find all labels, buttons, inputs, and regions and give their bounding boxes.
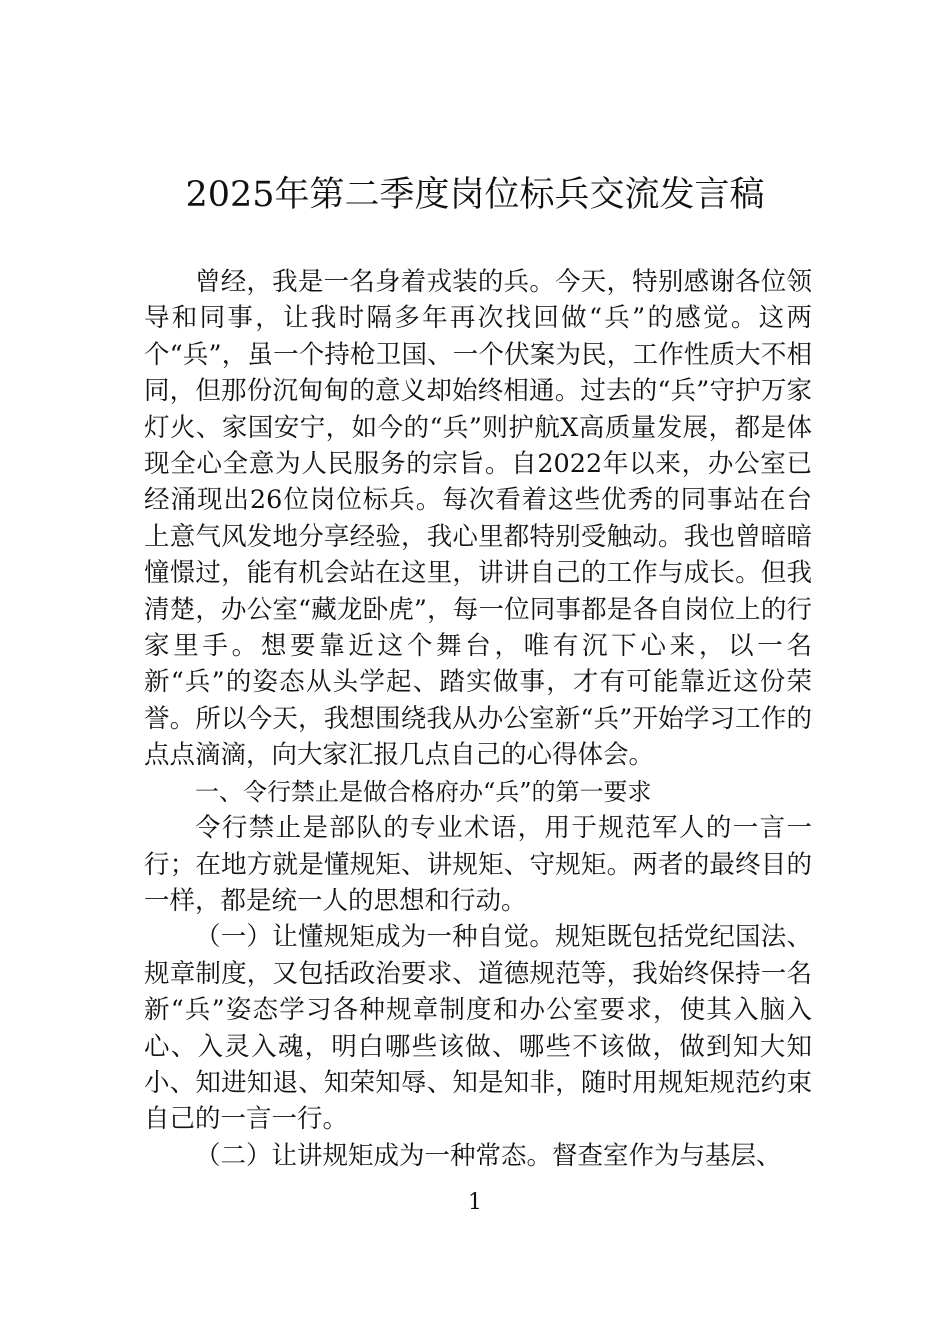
paragraph-section-1: 令行禁止是部队的专业术语，用于规范军人的一言一行；在地方就是懂规矩、讲规矩、守规矩。两者的最终目的一样，都是统一人的思想和行动。: [144, 813, 812, 916]
section-heading-1: 一、令行禁止是做合格府办“兵”的第一要求: [195, 777, 652, 806]
paragraph-intro: 曾经，我是一名身着戎装的兵。今天，特别感谢各位领导和同事，让我时隔多年再次找回做“兵”的感觉。这两个“兵”，虽一个持枪卫国、一个伏案为民，工作性质大不相同，但那份沉甸甸的意义却始终相通。过去的“兵”守护万家灯火、家国安宁，如今的“兵”则护航X高质量发展，都是体现全心全意为人民服务的宗旨。自2022年以来，办公室已经涌现出26位岗位标兵。每次看着这些优秀的同事站在台上意气风发地分享经验，我心里都特别受触动。我也曾暗暗憧憬过，能有机会站在这里，讲讲自己的工作与成长。但我清楚，办公室“藏龙卧虎”，每一位同事都是各自岗位上的行家里手。想要靠近这个舞台，唯有沉下心来，以一名新“兵”的姿态从头学起、踏实做事，才有可能靠近这份荣誉。所以今天，我想围绕我从办公室新“兵”开始学习工作的点点滴滴，向大家汇报几点自己的心得体会。: [144, 267, 812, 771]
document-body: [144, 264, 812, 1174]
paragraph-subsection-2: （二）让讲规矩成为一种常态。督查室作为与基层、: [195, 1140, 782, 1171]
document-title: 2025年第二季度岗位标兵交流发言稿: [185, 175, 765, 215]
page-number: 1: [468, 1190, 482, 1215]
paragraph-subsection-1: （一）让懂规矩成为一种自觉。规矩既包括党纪国法、规章制度，又包括政治要求、道德规范等，我始终保持一名新“兵”姿态学习各种规章制度和办公室要求，使其入脑入心、入灵入魂，明白哪些该做、哪些不该做，做到知大知小、知进知退、知荣知辱、知是知非，随时用规矩规范约束自己的一言一行。: [144, 922, 812, 1135]
